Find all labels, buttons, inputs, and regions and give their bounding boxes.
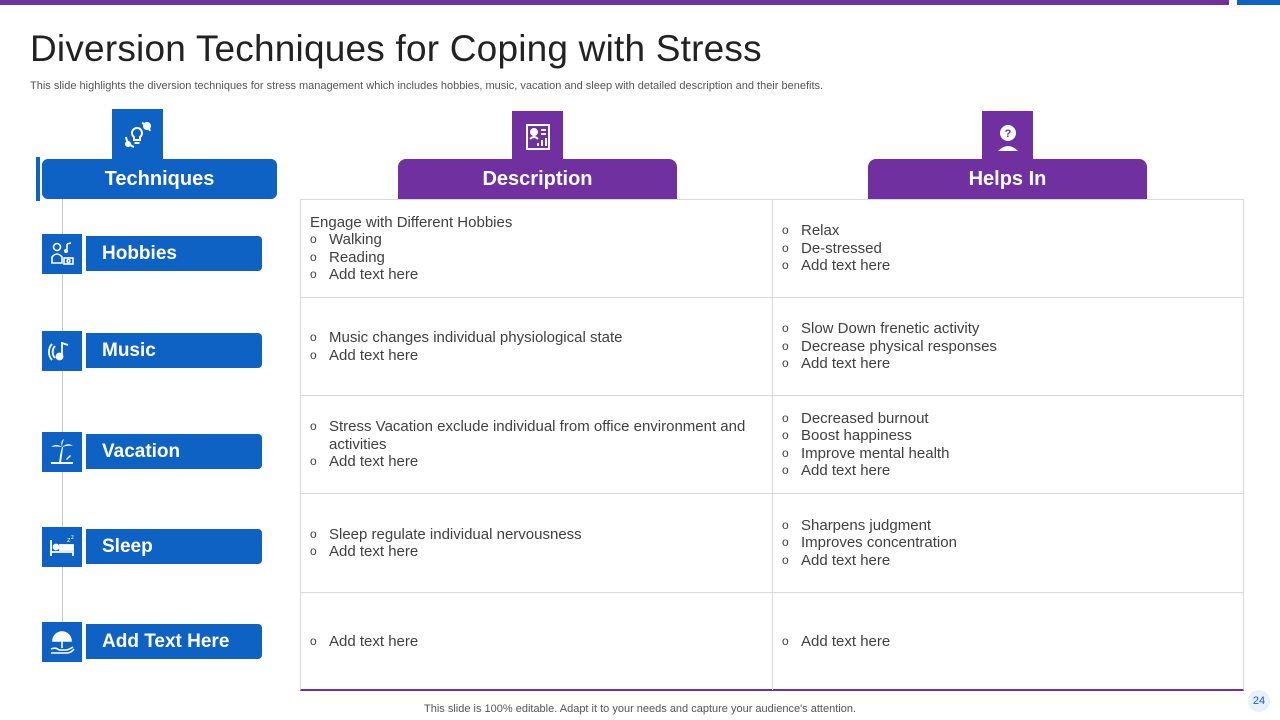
- technique-sleep: [42, 529, 262, 564]
- list-item: o Sleep regulate individual nervousness: [310, 526, 582, 544]
- column-divider: [772, 200, 773, 690]
- description-cell-music: [310, 298, 765, 395]
- slide-subtitle: This slide highlights the diversion techniques for stress management which includes hobbies, music, vacation and sleep with detailed description and their benefits.: [30, 80, 824, 92]
- technique-music: [42, 333, 262, 368]
- list-item: o Add text here: [310, 633, 418, 651]
- list-item: o Add text here: [782, 462, 949, 480]
- technique-hobbies: [42, 236, 262, 271]
- description-intro: Engage with Different Hobbies: [310, 213, 513, 231]
- techniques-header-accent: [36, 157, 40, 201]
- list-item: o Stress Vacation exclude individual from office environment and activities: [310, 418, 750, 453]
- slide-title: Diversion Techniques for Coping with Stress: [30, 28, 762, 69]
- slide-footer: This slide is 100% editable. Adapt it to your needs and capture your audience's attention.: [424, 703, 856, 715]
- helps-cell-add-text: [782, 593, 1237, 690]
- hobbies-icon: [42, 234, 82, 274]
- svg-text:z: z: [67, 537, 71, 544]
- list-item: o Add text here: [782, 257, 890, 275]
- top-accent-bar-blue: [1237, 0, 1280, 5]
- umbrella-hand-icon: [42, 622, 82, 662]
- technique-vacation: [42, 434, 262, 469]
- palm-tree-icon: [42, 432, 82, 472]
- lightbulb-cycle-icon: [112, 109, 163, 160]
- helps-cell-vacation: [782, 396, 1237, 493]
- list-item: o Reading: [310, 249, 512, 267]
- svg-text:z: z: [71, 535, 74, 541]
- bed-icon: [42, 527, 82, 567]
- technique-label: Vacation: [86, 434, 262, 469]
- list-item: o Improves concentration: [782, 534, 957, 552]
- technique-label: Music: [86, 333, 262, 368]
- music-note-icon: [42, 331, 82, 371]
- list-item: o Add text here: [782, 552, 957, 570]
- helps-cell-hobbies: [782, 200, 1237, 297]
- list-item: o Add text here: [310, 347, 623, 365]
- list-item: o Add text here: [782, 355, 997, 373]
- list-item: o Walking: [310, 231, 512, 249]
- technique-label: Sleep: [86, 529, 262, 564]
- techniques-header: Techniques: [42, 159, 277, 199]
- person-question-icon: [982, 111, 1033, 162]
- profile-report-icon: [512, 111, 563, 162]
- svg-text:?: ?: [1004, 127, 1011, 140]
- list-item: o Improve mental health: [782, 445, 949, 463]
- top-accent-bar-purple: [0, 0, 1229, 5]
- list-item: o Add text here: [310, 543, 582, 561]
- techniques-table: [300, 199, 1244, 691]
- list-item: o Relax: [782, 222, 890, 240]
- helps-cell-sleep: [782, 494, 1237, 592]
- list-item: o Boost happiness: [782, 427, 949, 445]
- list-item: o Add text here: [310, 453, 750, 471]
- list-item: o Music changes individual physiological state: [310, 329, 623, 347]
- description-cell-vacation: [310, 396, 750, 493]
- helps-in-header: Helps In: [868, 159, 1147, 199]
- description-header: Description: [398, 159, 677, 199]
- list-item: o Add text here: [310, 266, 512, 284]
- list-item: o Add text here: [782, 633, 890, 651]
- list-item: o Decrease physical responses: [782, 338, 997, 356]
- technique-label: Hobbies: [86, 236, 262, 271]
- technique-label: Add Text Here: [86, 624, 262, 659]
- technique-add-text: [42, 624, 262, 659]
- description-cell-hobbies: [310, 200, 765, 297]
- page-number: 24: [1248, 690, 1270, 712]
- list-item: o Sharpens judgment: [782, 517, 957, 535]
- helps-cell-music: [782, 298, 1237, 395]
- description-cell-add-text: [310, 593, 765, 690]
- description-cell-sleep: [310, 494, 765, 592]
- list-item: o Decreased burnout: [782, 410, 949, 428]
- list-item: o Slow Down frenetic activity: [782, 320, 997, 338]
- list-item: o De-stressed: [782, 240, 890, 258]
